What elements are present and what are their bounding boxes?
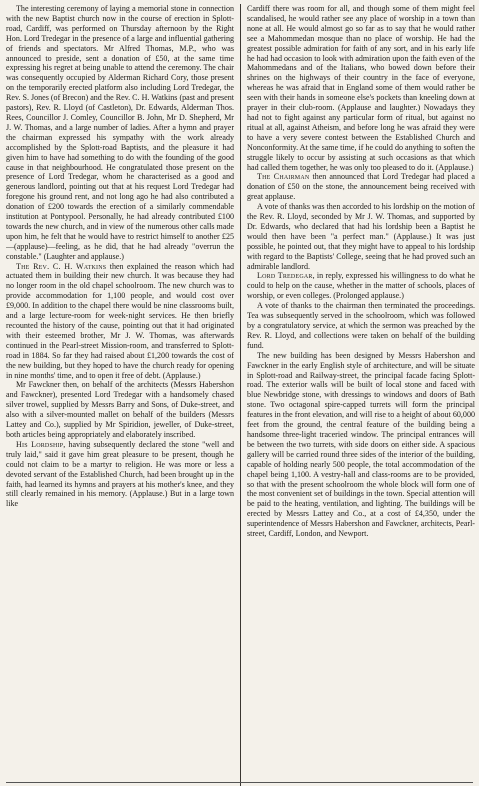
right-paragraph xyxy=(247,4,475,172)
left-paragraph xyxy=(6,262,234,381)
paragraph-text: , in reply, expressed his willingness to do what he could to help on the cause, whether in the matter of schools, places of worship, or even colleges. (Prolonged applause.) xyxy=(247,271,475,301)
right-paragraph xyxy=(247,172,475,202)
right-paragraph xyxy=(247,202,475,271)
paragraph-text: Cardiff there was room for all, and though some of them might feel scandalised, he would rather see any place of worship in a town than none at all. He would almost go so far as to say that he would rather see a Mahommedan mosque than no place of worship. He had the greatest possible admiration for faith of any sort, and in his early life he had had occasion to look with admiration upon the faith even of the Mahommedans and of the Italians, who bowed down before their shrines on the highways of their country in the face of everyone, whereas he was afraid that in England some of them would rather be seen with their hands in someone else's pockets than kneeling down at prayer in their club-room. (Applause and laughter.) Nowadays they had not to fight against any particular form of ritual, but against no ritual at all, against Atheism, and before long he was afraid they were to have a very severe contest between the Established Church and Nonconformity. At the same time, if he could do anything to soften the struggle likely to occur by assisting at such occasions as that which had called them together, he was only too pleased to do it. (Applause.) xyxy=(247,4,475,172)
paragraph-text: A vote of thanks was then accorded to his lordship on the motion of the Rev. R. Lloyd, seconded by Mr J. W. Thomas, and supported by Dr. Edwards, who declared that had his lordship been a Baptist he would then have been "a perfect man." (Applause.) It was just possible, he pointed out, that they might have to appeal to his lordship with regard to the Baptists' College, seeing that he had proved such an admirable landlord. xyxy=(247,202,475,271)
paragraph-text: then announced that Lord Tredegar had placed a donation of £50 on the stone, the announcement being received with great applause. xyxy=(247,172,475,202)
paragraph-text: then explained the reason which had actuated them in building their new church. It was because they had no longer room in the old chapel schoolroom. The new church was to provide accommodation for 1,100 people, and would cost over £9,000. In addition to the chapel there would be nine classrooms built, and a large lecture-room for week-night services. He then briefly recounted the history of the cause, pointing out that it had originated with their esteemed brother, Mr J. W. Thomas, was afterwards continued in the Pearl-street Mission-room, and transferred to Splott-road in 1884. So far they had raised about £1,200 towards the cost of the new building, but they hoped to have the church ready for opening in nine months' time, and to open it free of debt. (Applause.) xyxy=(6,261,234,380)
paragraph-text: Mr Fawckner then, on behalf of the architects (Messrs Habershon and Fawckner), presented Lord Tredegar with a handsomely chased silver trowel, supplied by Messrs Barry and Sons, of Duke-street, and also with a silver-mounted mallet on behalf of the builders (Messrs Lattey and Co.), supplied by Mr Spiridion, jeweller, of Duke-street, both articles being appropriately and elaborately inscribed. xyxy=(6,380,234,439)
paragraph-text: A vote of thanks to the chairman then terminated the proceedings. Tea was subsequently served in the schoolroom, which was followed by a congratulatory service, at which the sermon was preached by the Rev. R. Lloyd, and collections were taken on behalf of the building fund. xyxy=(247,301,475,350)
left-paragraph xyxy=(6,380,234,439)
right-paragraph xyxy=(247,271,475,301)
paragraph-lead: The Chairman xyxy=(257,172,310,182)
paragraph-lead: Lord Tredegar xyxy=(257,271,313,281)
left-paragraph xyxy=(6,4,234,262)
paragraph-lead: The Rev. C. H. Watkins xyxy=(16,261,107,271)
paragraph-lead: His Lordship xyxy=(16,439,64,449)
paragraph-text: , having subsequently declared the stone "well and truly laid," said it gave him great pleasure to be present, though he could not claim to be a martyr to religion. He was more or less a devoted servant of the Established Church, had been brought up in the faith, had learned its hymns and prayers at his mother's knee, and they still clearly remained in his memory. (Applause.) But in a large town like xyxy=(6,439,234,509)
bottom-rule xyxy=(6,782,473,783)
column-rule xyxy=(240,4,241,786)
paragraph-text: The interesting ceremony of laying a memorial stone in connection with the new Baptist church now in the course of erection in Splott-road, Cardiff, was performed on Thursday afternoon by the Right Hon. Lord Tredegar in the presence of a large and influential gathering of friends and spectators. Mr Alfred Thomas, M.P., who was announced to preside, sent a donation of £50, at the same time expressing his regret at being unable to attend the ceremony. The chair was consequently occupied by Alderman Richard Cory, those present on the temporarily erected platform also including Lord Tredegar, the Rev. S. Jones (of Brecon) and the Rev. C. H. Watkins (past and present pastors), Rev. R. Lloyd (of Castleton), Dr. Edwards, Alderman Thos. Rees, Councillor J. Comley, Councillor B. John, Mr D. Shepherd, Mr J. W. Thomas, and a large number of ladies. After a hymn and prayer the chairman expressed his sympathy with the work already accomplished by the Splott-road Baptists, and the pleasure it had given him to have had something to do with the founding of the good cause in that neighbourhood. He congratulated those present on the presence of Lord Tredegar, whom he characterised as a good and generous landlord, pointing out that at his request Lord Tredegar had foregone his ground rent, and not long ago he had also contributed a donation of £200 towards the erection of a similarly commendable institution at Pontypool. Personally, he had already contributed £100 towards the new church, and in view of the numerous other calls made upon him, he felt that he would have to restrict himself to another £25—(applause)—feeling, as he did, that he had already "overrun the constable." (Laughter and applause.) xyxy=(6,4,234,261)
paragraph-text: The new building has been designed by Messrs Habershon and Fawckner in the early English style of architecture, and will be situate in Splott-road and Railway-street, the principal facade facing Splott-road. The exterior walls will be built of local stone and faced with blue Newbridge stone, with dressings to windows and doors of Bath stone. Two octagonal spire-capped turrets will form the principal features in the front elevation, and will rise to a height of about 60,000 feet from the ground, the central feature of the building being a handsome three-light traceried window. The principal entrances will be between the two turrets, with side doors on either side. A spacious gallery will be carried round three sides of the interior of the building, capable of holding nearly 500 people, the total accommodation of the chapel being 1,100. A vestry-hall and class-rooms are to be provided, so that with the present schoolroom the whole block will form one of the most convenient set of buildings in the town. Special attention will be paid to the heating, ventilation, and lighting. The buildings will be erected by Messrs Lattey and Co., at a cost of £4,350, under the superintendence of Messrs Habershon and Fawckner, architects, Pearl-street, Cardiff, London, and Newport. xyxy=(247,350,475,539)
right-column xyxy=(243,4,475,786)
left-paragraph xyxy=(6,440,234,509)
right-paragraph xyxy=(247,351,475,539)
right-paragraph xyxy=(247,301,475,351)
left-column xyxy=(6,4,238,786)
